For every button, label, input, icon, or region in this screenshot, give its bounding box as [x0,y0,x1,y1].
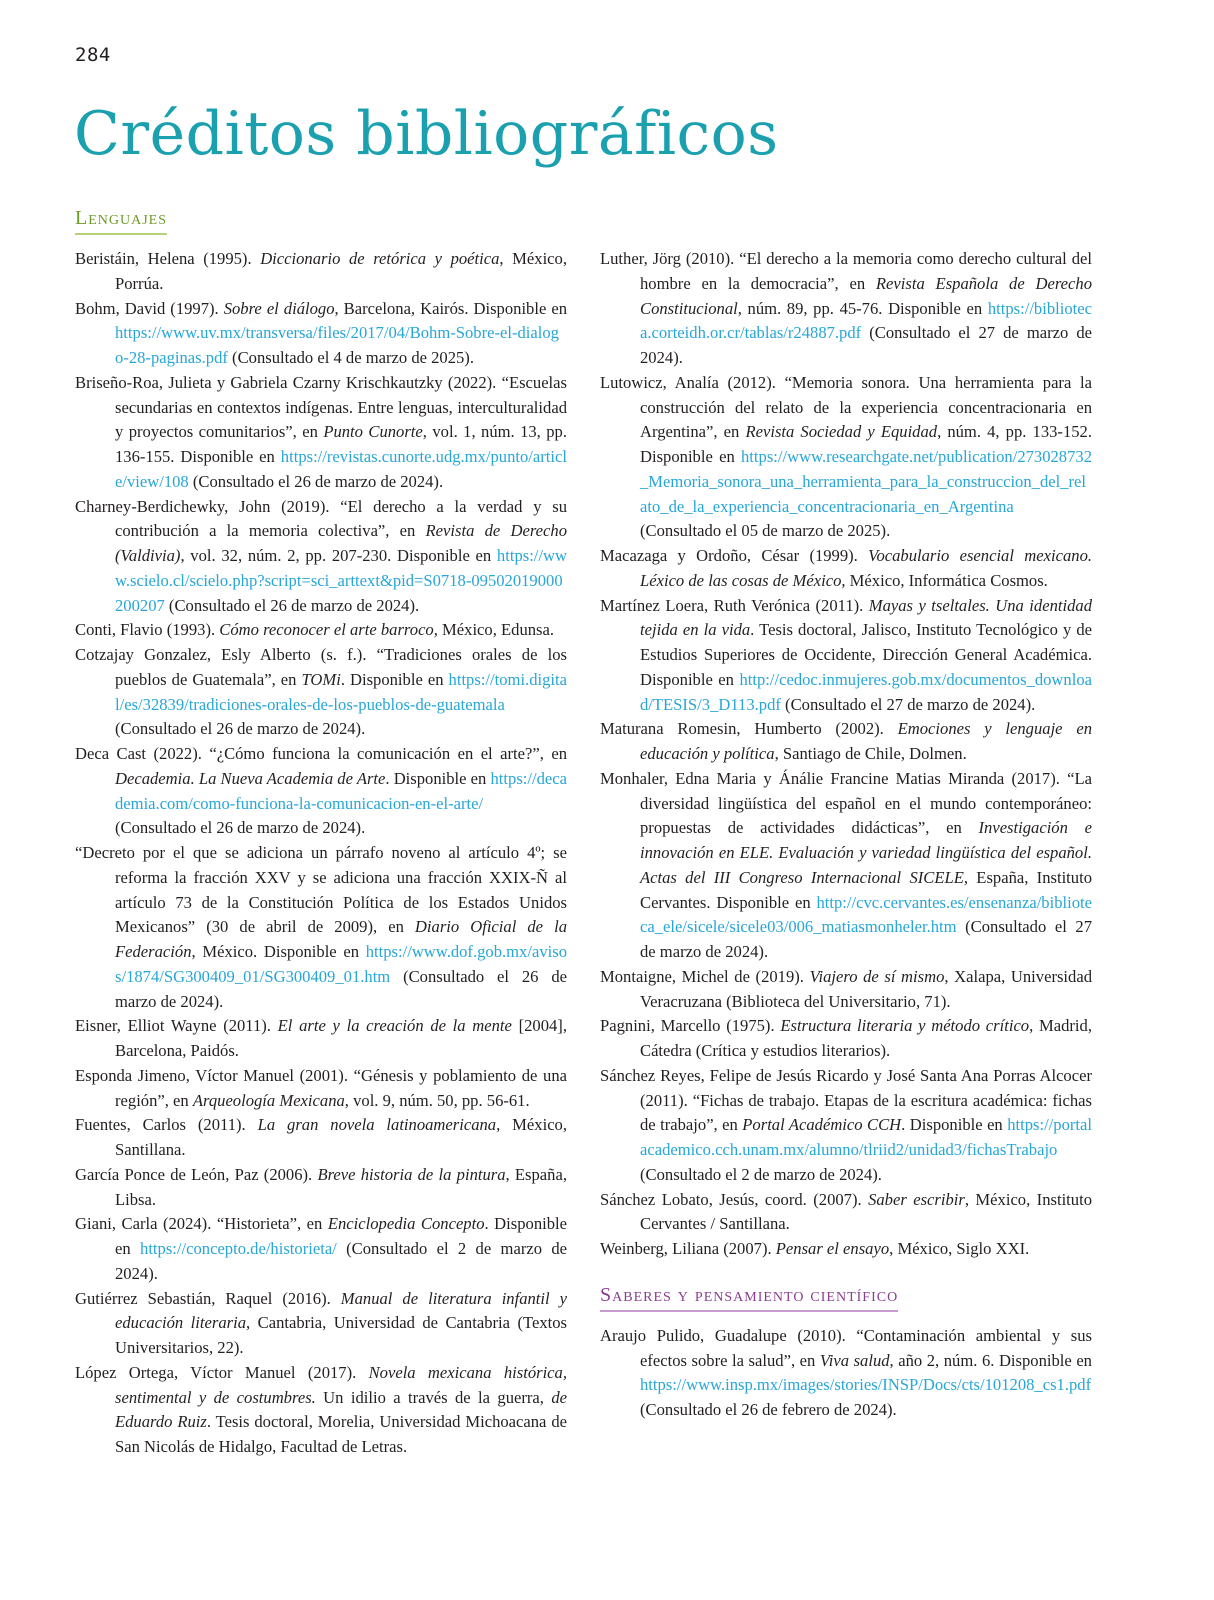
ref-title: El arte y la creación de la mente [277,1016,512,1036]
ref-text: (Consultado el 2 de marzo de 2024). [115,1239,568,1283]
ref-text: Martínez Loera, Ruth Verónica (2011). [600,595,869,615]
ref-text: Maturana Romesin, Humberto (2002). [600,719,898,739]
ref-text: . Disponible en [340,669,449,689]
reference-item [600,767,1092,965]
ref-title: Investigación e innovación en ELE. Evaluación y variedad lingüística del español. Actas del III Congreso Internacional SICELE [640,818,1092,887]
reference-item [600,247,1092,371]
ref-title: Sobre el diálogo [223,298,335,318]
ref-link[interactable]: https://revistas.cunorte.udg.mx/punto/article/view/108 [115,447,567,491]
reference-item [600,594,1092,718]
ref-link[interactable]: https://www.dof.gob.mx/avisos/1874/SG300409_01/SG300409_01.htm [115,942,567,986]
ref-text: Weinberg, Liliana (2007). [600,1239,776,1258]
ref-text: Araujo Pulido, Guadalupe (2010). “Contaminación ambiental y sus efectos sobre la salud”, en [600,1325,1092,1370]
ref-text: . Disponible en [901,1115,1008,1135]
ref-text: Lutowicz, Analía (2012). “Memoria sonora. Una herramienta para la construcción del relato de la experiencia concentracionaria en Argentina”, en [600,372,1092,442]
ref-text: (Consultado el 27 de marzo de 2024). [780,694,1036,714]
ref-text: García Ponce de León, Paz (2006). [75,1164,318,1184]
ref-title: de Eduardo Ruiz [115,1387,567,1432]
reference-item [75,1014,567,1064]
ref-link[interactable]: https://concepto.de/historieta/ [140,1239,337,1258]
ref-text: Montaigne, Michel de (2019). [600,966,810,986]
ref-title: Viajero de sí mismo [809,966,945,986]
left-column [75,205,567,1460]
ref-title: Punto Cunorte [323,422,423,442]
ref-link[interactable]: https://www.scielo.cl/scielo.php?script=sci_arttext&pid=S0718-09502019000200207 [115,546,567,615]
reference-item [75,297,567,371]
ref-text: (Consultado el 26 de marzo de 2024). [115,966,567,1011]
ref-text: Conti, Flavio (1993). [75,620,220,640]
ref-text: (Consultado el 26 de marzo de 2024). [164,595,420,615]
ref-title: Arqueología Mexicana [192,1090,345,1110]
reference-item [75,495,567,619]
reference-item [600,1324,1092,1423]
ref-link[interactable]: http://cvc.cervantes.es/ensenanza/biblioteca_ele/sicele/sicele03/006_matiasmonheler.htm [640,892,1092,937]
ref-text: (Consultado el 27 de marzo de 2024). [640,323,1092,367]
ref-link[interactable]: https://portalacademico.cch.unam.mx/alumno/tlriid2/unidad3/fichasTrabajo [640,1115,1092,1159]
ref-title: Diccionario de retórica y poética [260,249,500,268]
reference-list [75,247,567,1460]
ref-title: Viva salud [819,1350,890,1370]
ref-text: , Barcelona, Kairós. Disponible en [334,298,567,318]
ref-text: Pagnini, Marcello (1975). [600,1016,781,1036]
reference-item [75,643,567,742]
reference-item [600,1014,1092,1064]
ref-title: Vocabulario esencial mexicano. Léxico de las cosas de México [640,546,1093,590]
ref-text: Charney-Berdichewky, John (2019). “El derecho a la verdad y su contribución a la memoria colectiva”, en [75,496,567,541]
ref-text: Cotzajay Gonzalez, Esly Alberto (s. f.). “Tradiciones orales de los pueblos de Guatemala”, en [75,645,567,689]
ref-text: , año 2, núm. 6. Disponible en [889,1350,1092,1370]
reference-item [75,247,567,297]
ref-title: Saber escribir [868,1189,965,1209]
right-column [600,247,1092,1423]
ref-link[interactable]: https://www.insp.mx/images/stories/INSP/Docs/cts/101208_cs1.pdf [640,1375,1092,1395]
ref-title: Estructura literaria y método crítico [780,1016,1030,1036]
ref-text: (Consultado el 26 de marzo de 2024). [115,818,366,838]
ref-text: Beristáin, Helena (1995). [75,249,261,268]
reference-item [75,1212,567,1286]
ref-link[interactable]: https://tomi.digital/es/32839/tradiciones-orales-de-los-pueblos-de-guatemala [115,669,567,714]
ref-text: “Decreto por el que se adiciona un párrafo noveno al artículo 4º; se reforma la fracción XXV y se adiciona una fracción XXIX-Ñ al artículo 73 de la Constitución Política de los Estados Unidos Mexicanos” (30 de abril de 2009), en [75,843,567,937]
ref-text: (Consultado el 05 de marzo de 2025). [640,521,891,541]
reference-item [600,965,1092,1015]
ref-text: , Santiago de Chile, Dolmen. [774,744,967,763]
ref-text: Esponda Jimeno, Víctor Manuel (2001). “Génesis y poblamiento de una región”, en [75,1065,567,1110]
ref-text: Sánchez Reyes, Felipe de Jesús Ricardo y José Santa Ana Porras Alcocer (2011). “Fichas de trabajo. Etapas de la escritura académica: fichas de trabajo”, en [600,1065,1092,1135]
ref-text: (Consultado el 26 de marzo de 2024). [188,471,444,491]
reference-item [75,618,567,643]
ref-text: , vol. 9, núm. 50, pp. 56-61. [344,1090,530,1110]
ref-title: Enciclopedia Concepto [327,1214,485,1234]
ref-link[interactable]: http://cedoc.inmujeres.gob.mx/documentos_download/TESIS/3_D113.pdf [640,669,1092,714]
ref-text: Sánchez Lobato, Jesús, coord. (2007). [600,1189,869,1209]
reference-item [600,371,1092,544]
ref-title: Cómo reconocer el arte barroco [219,620,434,640]
ref-text: , Cantabria, Universidad de Cantabria (Textos Universitarios, 22). [115,1313,568,1357]
reference-item [75,1163,567,1213]
ref-text: . Tesis doctoral, Jalisco, Instituto Tecnológico y de Estudios Superiores de Occidente, Dirección General Académica. Disponible en [640,620,1093,689]
page-title: Créditos bibliográficos [74,99,779,169]
reference-item [75,1064,567,1114]
ref-title: Diario Oficial de la Federación [115,917,567,961]
ref-text: , núm. 89, pp. 45-76. Disponible en [737,298,988,318]
ref-text: Deca Cast (2022). “¿Cómo funciona la comunicación en el arte?”, en [75,744,567,763]
ref-text: , México, Porrúa. [115,249,567,293]
ref-text: Briseño-Roa, Julieta y Gabriela Czarny Krischkautzky (2022). “Escuelas secundarias en contextos indígenas. Entre lenguas, interculturalidad y proyectos comunitarios”, en [75,372,567,442]
section-heading-lenguajes: Lenguajes [75,205,167,235]
ref-text: , México, Santillana. [115,1115,568,1159]
reference-item [75,1361,567,1460]
reference-item [600,1188,1092,1238]
ref-text: , núm. 4, pp. 133-152. Disponible en [640,422,1092,466]
ref-text: , México. Disponible en [191,942,366,961]
ref-title: Novela mexicana histórica, sentimental y de costumbres. [115,1362,567,1407]
reference-list [600,1324,1092,1423]
ref-text: . Tesis doctoral, Morelia, Universidad Michoacana de San Nicolás de Hidalgo, Facultad de Letras. [115,1412,567,1456]
ref-title: Pensar el ensayo [775,1239,890,1258]
ref-text: . Disponible en [115,1214,567,1258]
reference-list [600,247,1092,1262]
ref-text: , México, Instituto Cervantes / Santillana. [640,1189,1092,1234]
ref-title: Revista de Derecho (Valdivia) [115,521,567,565]
reference-item [600,1237,1092,1262]
ref-title: Mayas y tseltales. Una identidad tejida en la vida [640,595,1092,640]
ref-text: (Consultado el 26 de marzo de 2024). [115,719,366,739]
ref-text: Gutiérrez Sebastián, Raquel (2016). [75,1288,341,1308]
ref-title: Breve historia de la pintura [317,1164,506,1184]
ref-title: Decademia. La Nueva Academia de Arte [115,768,386,788]
ref-text: Giani, Carla (2024). “Historieta”, en [75,1214,328,1234]
page-number: 284 [75,44,111,66]
ref-text: , vol. 1, núm. 13, pp. 136-155. Disponible en [115,422,568,466]
ref-text: , Madrid, Cátedra (Crítica y estudios literarios). [640,1016,1092,1060]
reference-item [75,1287,567,1361]
ref-text: , México, Siglo XXI. [889,1239,1030,1258]
ref-title: TOMi [301,669,341,689]
ref-text: Monhaler, Edna Maria y Ánálie Francine Matias Miranda (2017). “La diversidad lingüística del español en el mundo contemporáneo: propuestas de actividades didácticas”, en [600,768,1092,838]
ref-title: Revista Sociedad y Equidad [745,422,938,442]
reference-item [75,371,567,495]
reference-item [75,841,567,1014]
ref-text: Un idilio a través de la guerra, [315,1387,552,1407]
ref-text: [2004], Barcelona, Paidós. [115,1016,567,1060]
ref-text: López Ortega, Víctor Manuel (2017). [75,1362,369,1382]
ref-text: , México, Informática Cosmos. [841,570,1048,590]
ref-text: Luther, Jörg (2010). “El derecho a la memoria como derecho cultural del hombre en la democracia”, en [600,249,1092,293]
ref-text: Macazaga y Ordoño, César (1999). [600,546,869,565]
ref-title: Emociones y lenguaje en educación y política [640,719,1093,763]
ref-text: , España, Libsa. [115,1164,567,1209]
ref-title: Portal Académico CCH [742,1115,902,1135]
ref-title: Revista Española de Derecho Constitucional [640,273,1092,318]
ref-link[interactable]: https://www.uv.mx/transversa/files/2017/04/Bohm-Sobre-el-dialogo-28-paginas.pdf [115,323,559,367]
ref-text: (Consultado el 27 de marzo de 2024). [640,917,1092,961]
reference-item [75,1113,567,1163]
ref-text: (Consultado el 26 de febrero de 2024). [640,1400,897,1419]
reference-item [600,1064,1092,1188]
section-heading-saberes: Saberes y pensamiento científico [600,1282,898,1312]
ref-link[interactable]: https://www.researchgate.net/publication/273028732_Memoria_sonora_una_herramienta_para_la_construccion_del_relato_de_la_experiencia_concentracionaria_en_Argentina [640,447,1092,516]
ref-text: (Consultado el 4 de marzo de 2025). [227,348,474,367]
ref-title: La gran novela latinoamericana [257,1115,497,1135]
ref-text: . Disponible en [385,768,491,788]
ref-text: , vol. 32, núm. 2, pp. 207-230. Disponible en [180,546,497,565]
ref-text: , Xalapa, Universidad Veracruzana (Biblioteca del Universitario, 71). [640,966,1093,1011]
ref-text: Fuentes, Carlos (2011). [75,1115,258,1135]
reference-item [75,742,567,841]
ref-link[interactable]: https://biblioteca.corteidh.or.cr/tablas/r24887.pdf [640,298,1092,343]
ref-title: Manual de literatura infantil y educación literaria [115,1288,567,1333]
ref-link[interactable]: https://decademia.com/como-funciona-la-comunicacion-en-el-arte/ [115,768,567,813]
ref-text: Eisner, Elliot Wayne (2011). [75,1016,278,1036]
reference-item [600,717,1092,767]
ref-text: , España, Instituto Cervantes. Disponible en [640,867,1092,912]
ref-text: (Consultado el 2 de marzo de 2024). [640,1164,882,1184]
reference-item [600,544,1092,594]
ref-text: Bohm, David (1997). [75,298,224,318]
ref-text: , México, Edunsa. [433,620,555,640]
